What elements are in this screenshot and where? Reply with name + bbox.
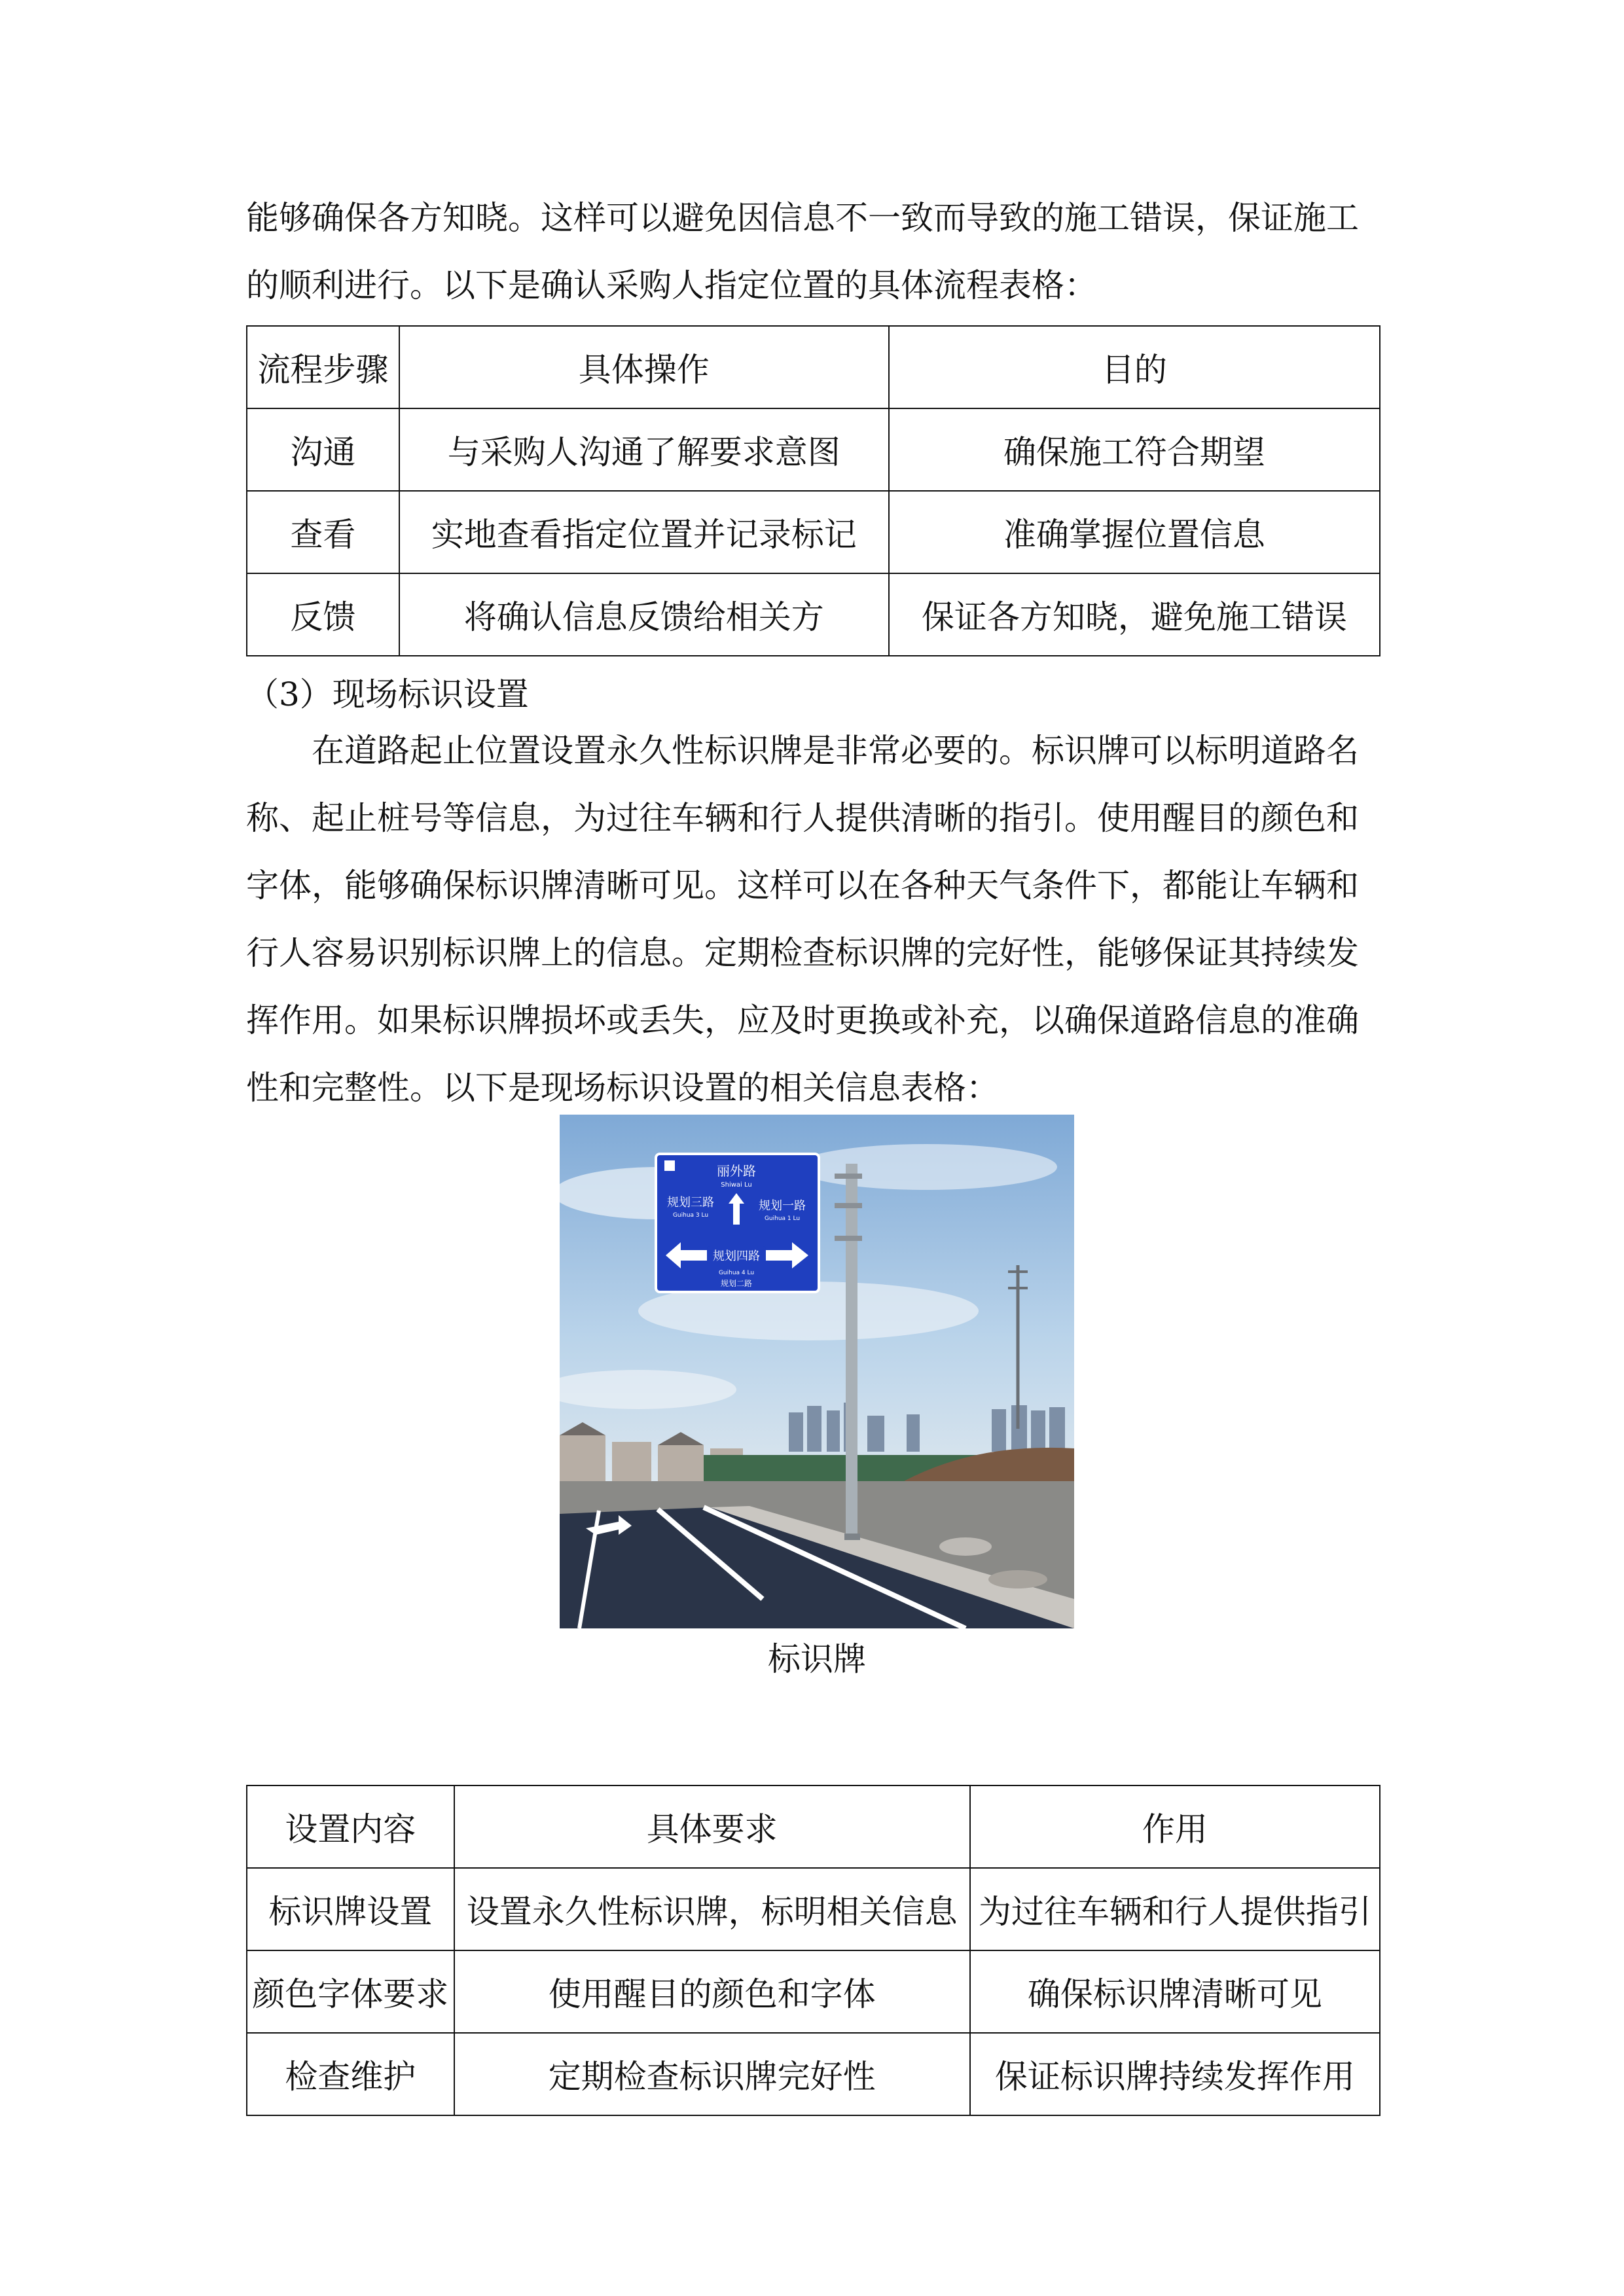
table-cell: 确保标识牌清晰可见	[970, 1950, 1380, 2033]
svg-text:Guihua 4 Lu: Guihua 4 Lu	[718, 1270, 755, 1276]
sign-top-label: 丽外路	[717, 1163, 756, 1179]
table-cell: 确保施工符合期望	[889, 408, 1380, 491]
table-header-cell: 具体要求	[454, 1785, 970, 1868]
svg-text:Guihua 1 Lu: Guihua 1 Lu	[764, 1215, 801, 1222]
table-cell: 实地查看指定位置并记录标记	[399, 491, 889, 573]
table-header-cell: 作用	[970, 1785, 1380, 1868]
section-paragraph: 在道路起止位置设置永久性标识牌是非常必要的。标识牌可以标明道路名称、起止桩号等信息，为过往车辆和行人提供清晰的指引。使用醒目的颜色和字体，能够确保标识牌清晰可见。这样可以在各种天气条件下，都能让车辆和行人容易识别标识牌上的信息。定期检查标识牌的完好性，能够保证其持续发挥作用。如果标识牌损坏或丢失，应及时更换或补充，以确保道路信息的准确性和完整性。以下是现场标识设置的相关信息表格：	[246, 732, 1359, 1107]
table-cell: 准确掌握位置信息	[889, 491, 1380, 573]
table-header-row	[247, 326, 1380, 408]
table-row	[247, 408, 1380, 491]
table-cell: 保证标识牌持续发挥作用	[970, 2033, 1380, 2115]
table-cell: 反馈	[247, 573, 399, 656]
sign-center-label: 规划四路	[713, 1249, 760, 1263]
road-sign-photo	[560, 1115, 1074, 1628]
sign-bottom-label: 规划二路	[720, 1279, 753, 1288]
table-header-cell: 设置内容	[247, 1785, 454, 1868]
table-header-cell: 目的	[889, 326, 1380, 408]
table-row	[247, 1950, 1380, 2033]
section-heading: （3）现场标识设置	[246, 675, 529, 713]
sign-right-label: 规划一路	[759, 1199, 806, 1213]
table-cell: 定期检查标识牌完好性	[454, 2033, 970, 2115]
table-cell: 保证各方知晓，避免施工错误	[889, 573, 1380, 656]
table-cell: 将确认信息反馈给相关方	[399, 573, 889, 656]
table-cell: 检查维护	[247, 2033, 454, 2115]
table-header-cell: 具体操作	[399, 326, 889, 408]
table-row	[247, 1868, 1380, 1950]
sign-left-label: 规划三路	[667, 1196, 714, 1210]
table-cell: 使用醒目的颜色和字体	[454, 1950, 970, 2033]
table-header-row	[247, 1785, 1380, 1868]
intro-paragraph: 能够确保各方知晓。这样可以避免因信息不一致而导致的施工错误，保证施工的顺利进行。以下是确认采购人指定位置的具体流程表格：	[246, 199, 1359, 304]
table-row	[247, 573, 1380, 656]
svg-text:Guihua 3 Lu: Guihua 3 Lu	[672, 1212, 709, 1219]
table-row	[247, 491, 1380, 573]
photo-caption: 标识牌	[768, 1640, 866, 1678]
table-cell: 与采购人沟通了解要求意图	[399, 408, 889, 491]
table-cell: 查看	[247, 491, 399, 573]
procedure-table	[246, 325, 1380, 656]
table-cell: 标识牌设置	[247, 1868, 454, 1950]
table-header-cell: 流程步骤	[247, 326, 399, 408]
svg-text:Shiwai Lu: Shiwai Lu	[721, 1181, 752, 1189]
table-cell: 沟通	[247, 408, 399, 491]
sign-pole	[846, 1164, 857, 1537]
table-cell: 为过往车辆和行人提供指引	[970, 1868, 1380, 1950]
table-cell: 颜色字体要求	[247, 1950, 454, 2033]
sign-settings-table	[246, 1785, 1380, 2116]
table-cell: 设置永久性标识牌，标明相关信息	[454, 1868, 970, 1950]
table-row	[247, 2033, 1380, 2115]
road-sign	[656, 1154, 819, 1292]
